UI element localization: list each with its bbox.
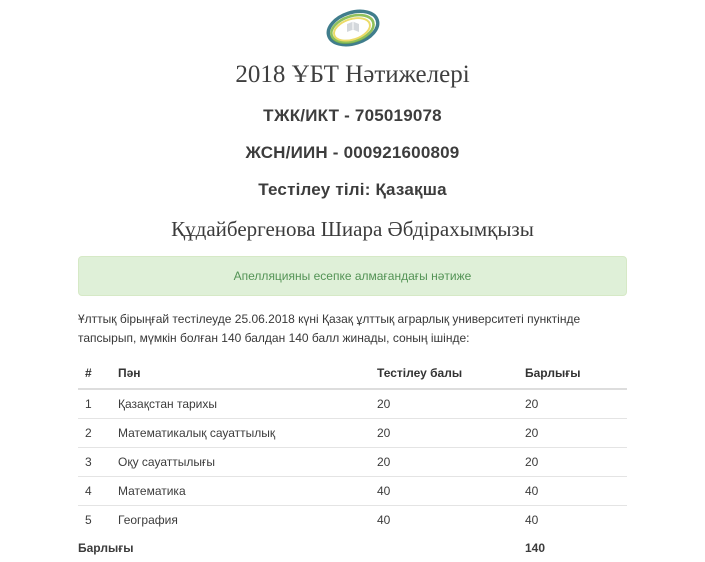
- row-number: 1: [85, 397, 92, 412]
- subject-name: География: [118, 506, 377, 535]
- subject-name: Математика: [118, 477, 377, 506]
- total-label: Барлығы: [78, 541, 134, 556]
- results-table-body: [78, 389, 627, 534]
- subject-name: Математикалық сауаттылық: [118, 419, 377, 448]
- results-page: [78, 0, 627, 562]
- subject-name: Қазақстан тарихы: [118, 397, 217, 412]
- results-table-header: [78, 359, 627, 389]
- jsn-iin-line: ЖСН/ИИН - 000921600809: [245, 143, 460, 162]
- tjk-ikt-line: ТЖК/ИКТ - 705019078: [263, 106, 442, 125]
- row-total: 20: [525, 419, 627, 448]
- grand-total-value: 140: [525, 541, 546, 556]
- results-table-footer: [78, 534, 627, 562]
- test-score: 20: [377, 448, 525, 477]
- logo-container: [78, 6, 627, 55]
- appeal-notice-text: Апелляцияны есепке алмағандағы нәтиже: [233, 269, 472, 283]
- total-row: [78, 534, 627, 562]
- header-row: [78, 359, 627, 389]
- row-number: 4: [78, 477, 118, 506]
- appeal-notice-banner: [78, 256, 627, 296]
- national-testing-center-logo-icon: [322, 6, 384, 50]
- test-score: 20: [377, 397, 391, 412]
- test-score: 20: [377, 419, 525, 448]
- col-header-total: Барлығы: [525, 359, 627, 389]
- result-summary-text: Ұлттық бірыңғай тестілеуде 25.06.2018 күні Қазақ ұлттық аграрлық университеті пунктінде тапсырып, мүмкін болған 140 балдан 140 балл жинады, соның ішінде:: [78, 312, 581, 345]
- row-number: 3: [78, 448, 118, 477]
- table-row: [78, 506, 627, 535]
- col-header-test-score: Тестілеу балы: [377, 359, 525, 389]
- table-row: [78, 477, 627, 506]
- table-row: [78, 448, 627, 477]
- table-row: [78, 419, 627, 448]
- row-total: 40: [525, 477, 627, 506]
- row-total: 40: [525, 506, 627, 535]
- col-header-subject: Пән: [118, 359, 377, 389]
- results-table: [78, 359, 627, 562]
- test-score: 40: [377, 506, 525, 535]
- page-title: 2018 ҰБТ Нәтижелері: [235, 61, 470, 88]
- test-score: 40: [377, 477, 525, 506]
- table-row: [78, 389, 627, 419]
- row-total: 20: [525, 397, 539, 412]
- row-number: 2: [78, 419, 118, 448]
- test-language-line: Тестілеу тілі: Қазақша: [258, 180, 447, 199]
- subject-name: Оқу сауаттылығы: [118, 448, 377, 477]
- student-name: Құдайбергенова Шиара Әбдірахымқызы: [171, 217, 534, 241]
- row-total: 20: [525, 448, 627, 477]
- row-number: 5: [78, 506, 118, 535]
- col-header-number: #: [78, 359, 118, 389]
